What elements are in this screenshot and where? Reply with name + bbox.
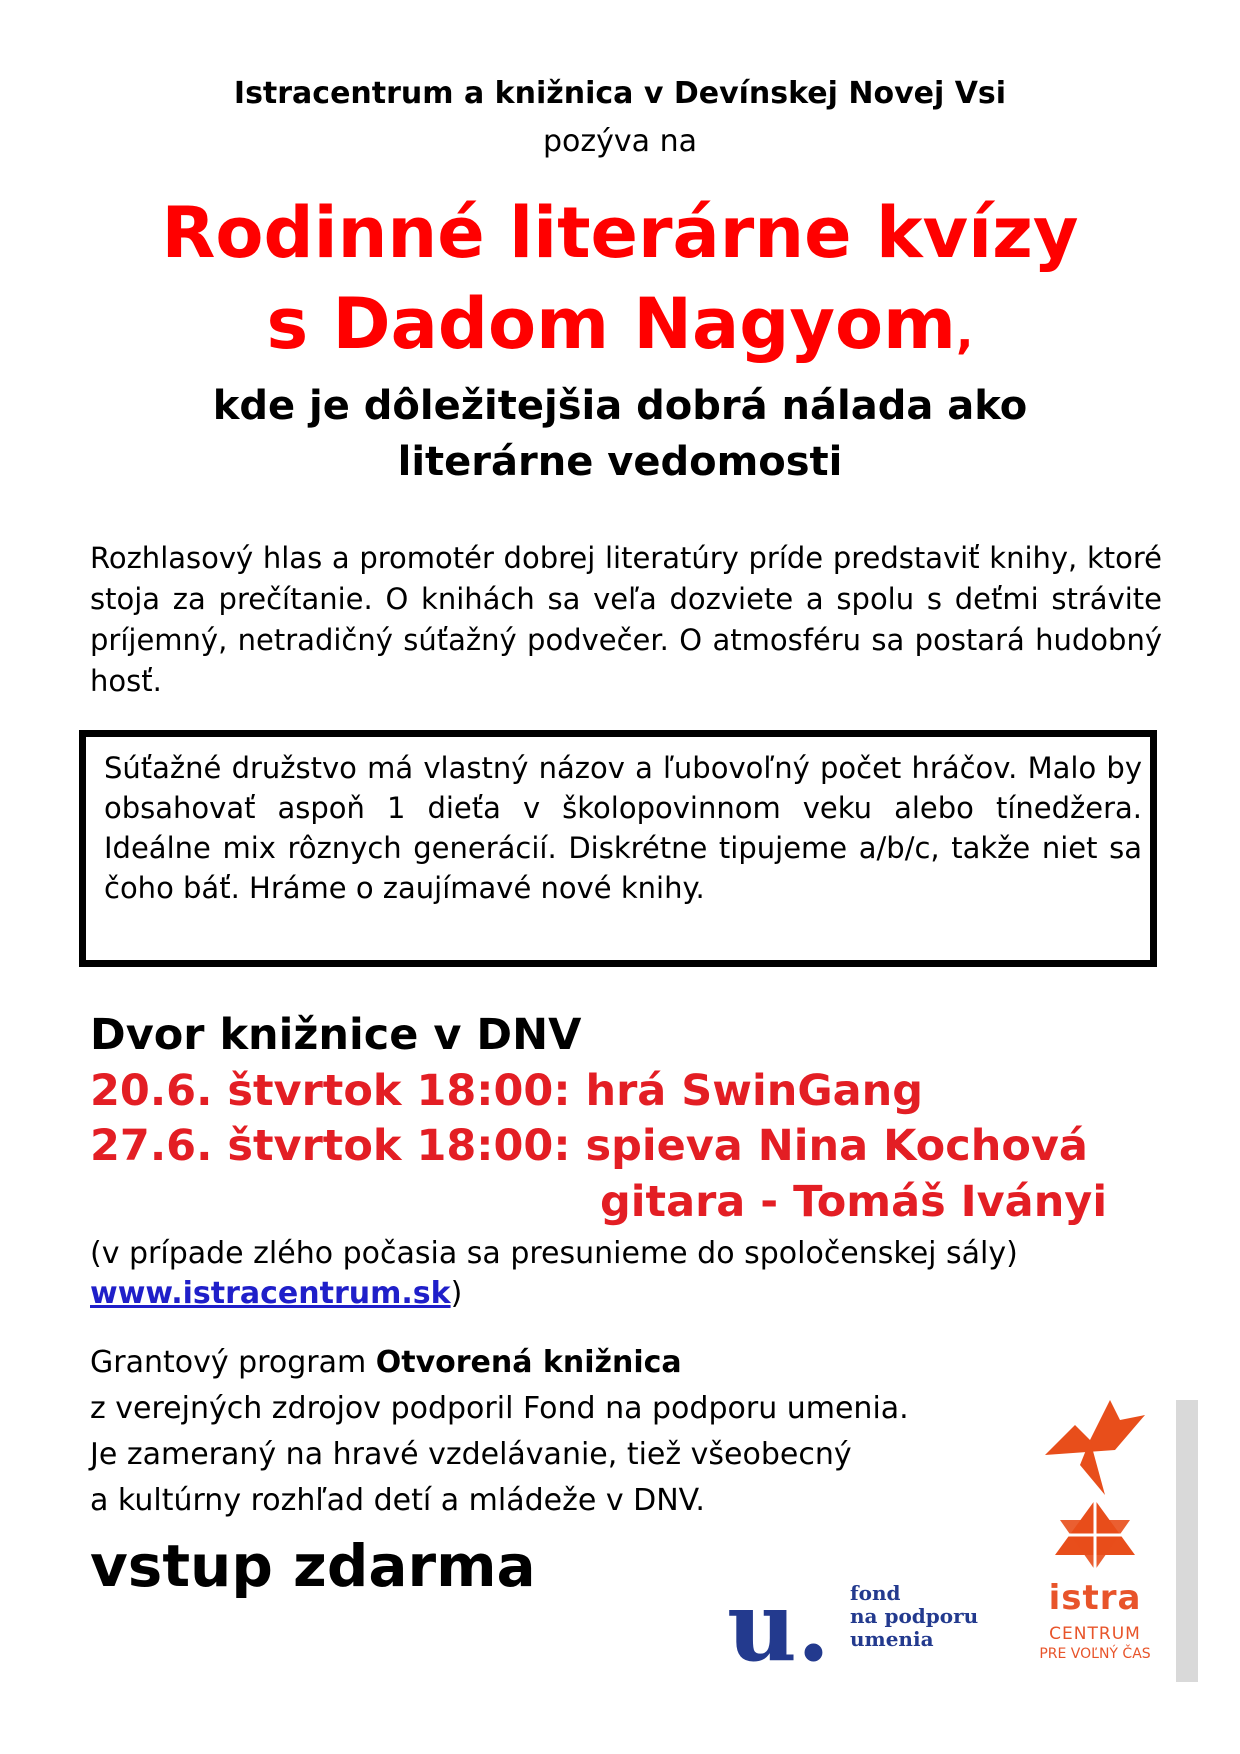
grant-line: a kultúrny rozhľad detí a mládeže v DNV. <box>90 1483 705 1518</box>
fond-text-line: umenia <box>850 1627 934 1651</box>
istra-centrum-label: CENTRUM <box>1049 1624 1141 1644</box>
event-date-2: 27.6. štvrtok 18:00: spieva Nina Kochová <box>90 1121 1088 1171</box>
host-name: s Dadom Nagyom <box>266 283 956 365</box>
weather-note: (v prípade zlého počasia sa presunieme do spoločenskej sály) <box>90 1236 1018 1271</box>
website-link[interactable]: www.istracentrum.sk <box>90 1276 451 1311</box>
intro-paragraph: Rozhlasový hlas a promotér dobrej literatúry príde predstaviť knihy, ktoré stoja za prečítanie. O knihách sa veľa dozviete a spolu s deťmi strávite príjemný, netradičný súťažný podvečer. O atmosféru sa postará hudobný hosť. <box>90 541 1162 698</box>
grant-line <box>90 1340 1050 1386</box>
fond-logo <box>727 1582 842 1686</box>
grant-info <box>90 1340 1050 1524</box>
grant-line: Je zameraný na hravé vzdelávanie, tiež všeobecný <box>90 1437 852 1472</box>
fond-mark: u. <box>727 1582 831 1682</box>
event-date-1: 20.6. štvrtok 18:00: hrá SwinGang <box>90 1066 924 1116</box>
page-edge-strip <box>1176 1400 1198 1682</box>
fond-logo-text <box>850 1582 978 1651</box>
link-suffix: ) <box>450 1276 463 1311</box>
istra-logo-icon <box>1035 1395 1155 1579</box>
admission-free: vstup zdarma <box>90 1532 536 1600</box>
invites-line: pozýva na <box>543 124 697 159</box>
subtitle-line: kde je dôležitejšia dobrá nálada ako <box>212 383 1028 429</box>
event-title: Rodinné literárne kvízy <box>161 192 1079 274</box>
grant-program-name: Otvorená knižnica <box>375 1345 682 1380</box>
organizer-line: Istracentrum a knižnica v Devínskej Novej Vsi <box>233 76 1007 111</box>
grant-prefix: Grantový program <box>90 1345 376 1380</box>
grant-line: z verejných zdrojov podporil Fond na podporu umenia. <box>90 1391 909 1426</box>
fond-text-line: fond <box>850 1581 901 1605</box>
event-subtitle <box>0 378 1240 490</box>
subtitle-line: literárne vedomosti <box>397 439 843 485</box>
event-title-host <box>0 283 1240 365</box>
fond-text-line: na podporu <box>850 1604 979 1628</box>
istra-name: istra <box>1048 1578 1142 1618</box>
istra-volny-cas-label: PRE VOĽNÝ ČAS <box>1039 1646 1151 1662</box>
title-comma: , <box>956 305 974 359</box>
website-line <box>90 1276 462 1311</box>
event-date-2-guitar: gitara - Tomáš Iványi <box>600 1177 1108 1227</box>
venue-heading: Dvor knižnice v DNV <box>90 1010 582 1060</box>
rules-text: Súťažné družstvo má vlastný názov a ľubovoľný počet hráčov. Malo by obsahovať aspoň 1 dieťa v školopovinnom veku alebo tínedžera. Ideálne mix rôznych generácií. Diskrétne tipujeme a/b/c, takže niet sa čoho báť. Hráme o zaujímavé nové knihy. <box>104 751 1142 905</box>
